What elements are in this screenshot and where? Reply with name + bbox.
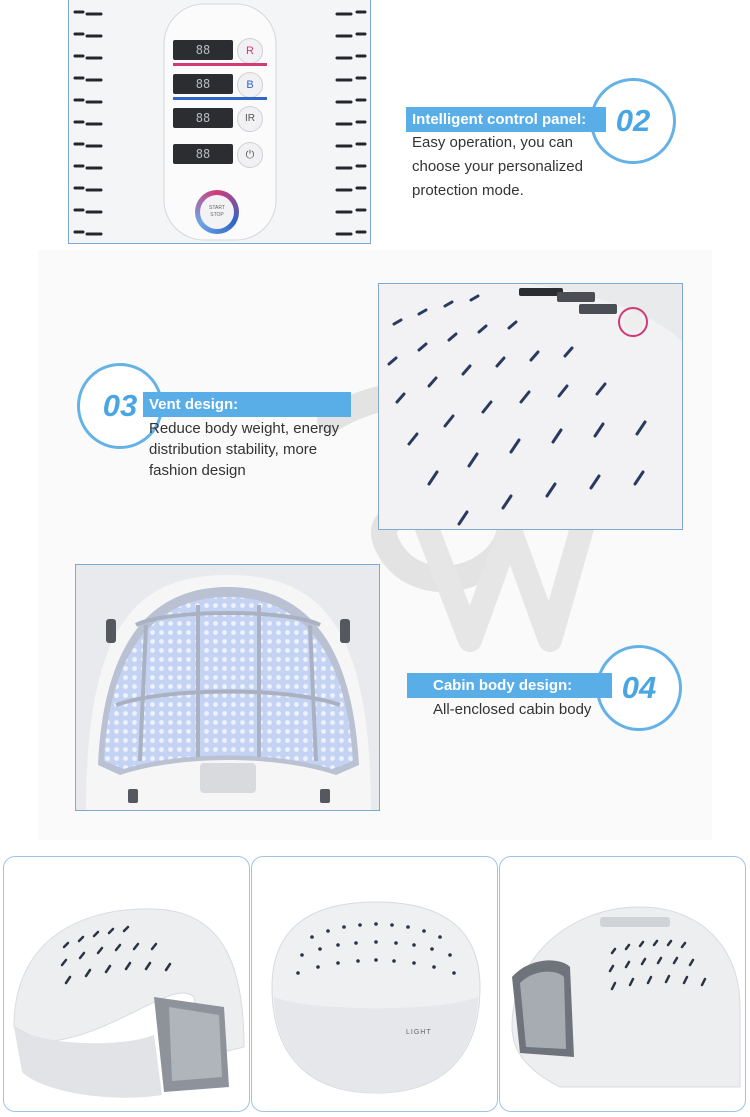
- feature-title: Cabin body design:: [407, 673, 612, 698]
- led-panel-illustration: [76, 565, 380, 811]
- panel-row-infrared: [171, 100, 269, 136]
- feature-description: [412, 131, 612, 203]
- vent-slots-illustration: [379, 284, 683, 530]
- description-line: Reduce body weight, energy: [149, 420, 340, 437]
- start-label: START: [209, 205, 225, 211]
- panel-row-red: [171, 32, 269, 66]
- product-view-back: [251, 856, 498, 1112]
- feature-title: Vent design:: [143, 392, 351, 417]
- feature-number-badge: 04: [596, 645, 682, 731]
- description-line: distribution stability, more: [149, 441, 318, 458]
- panel-row-timer: [171, 136, 269, 172]
- feature-description: [433, 698, 633, 722]
- feature-description: [149, 418, 369, 481]
- led-display: 88: [173, 40, 233, 60]
- product-view-right: [499, 856, 746, 1112]
- led-display: 88: [173, 144, 233, 164]
- description-line: fashion design: [149, 462, 246, 479]
- panel-row-blue: [171, 66, 269, 100]
- feature-number-badge: 03: [77, 363, 163, 449]
- description-line: All-enclosed cabin body: [433, 701, 592, 718]
- device-angle-left-illustration: [4, 857, 250, 1112]
- description-line: choose your personalized: [412, 158, 583, 175]
- led-display: 88: [173, 108, 233, 128]
- control-panel-photo: [68, 0, 371, 244]
- device-angle-right-illustration: [500, 857, 746, 1112]
- description-line: protection mode.: [412, 182, 524, 199]
- feature-title: Intelligent control panel:: [406, 107, 606, 132]
- brand-text: LIGHT: [406, 1029, 432, 1036]
- feature-number-badge: 02: [590, 78, 676, 164]
- led-display: 88: [173, 74, 233, 94]
- vent-design-photo: [378, 283, 683, 530]
- device-back-illustration: [252, 857, 498, 1112]
- blue-light-button[interactable]: B: [237, 72, 263, 98]
- cabin-body-photo: [75, 564, 380, 811]
- infrared-button[interactable]: IR: [237, 106, 263, 132]
- stop-label: STOP: [210, 212, 224, 218]
- description-line: Easy operation, you can: [412, 134, 573, 151]
- power-button[interactable]: ⏻: [237, 142, 263, 168]
- control-panel: [171, 32, 269, 234]
- red-light-button[interactable]: R: [237, 38, 263, 64]
- start-stop-button[interactable]: [195, 190, 239, 234]
- product-view-left: [3, 856, 250, 1112]
